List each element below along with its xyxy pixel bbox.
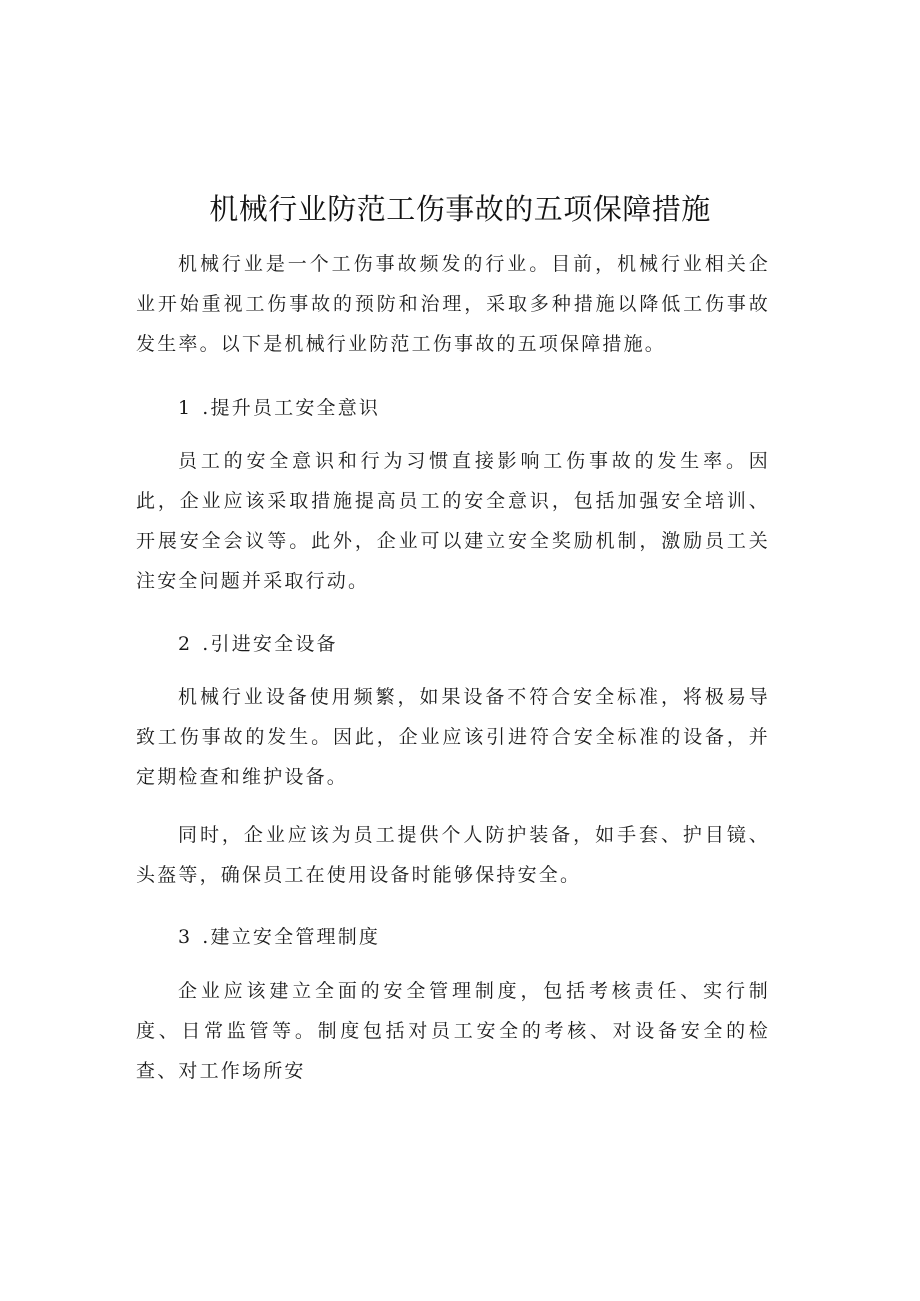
document-title: 机械行业防范工伤事故的五项保障措施 — [209, 192, 711, 226]
section-number: 1 — [178, 397, 193, 419]
section-heading-3 — [178, 922, 380, 952]
intro-paragraph: 机械行业是一个工伤事故频发的行业。目前，机械行业相关企业开始重视工伤事故的预防和治理，采取多种措施以降低工伤事故发生率。以下是机械行业防范工伤事故的五项保障措施。 — [136, 253, 770, 355]
section-3-paragraph-1: 企业应该建立全面的安全管理制度，包括考核责任、实行制度、日常监管等。制度包括对员工安全的考核、对设备安全的检查、对工作场所安 — [136, 980, 770, 1082]
section-number: 2 — [178, 633, 193, 655]
section-title: .引进安全设备 — [202, 633, 338, 655]
section-1-paragraph-1: 员工的安全意识和行为习惯直接影响工伤事故的发生率。因此，企业应该采取措施提高员工的安全意识，包括加强安全培训、开展安全会议等。此外，企业可以建立安全奖励机制，激励员工关注安全问题并采取行动。 — [136, 450, 770, 592]
section-title: .建立安全管理制度 — [202, 926, 381, 948]
section-2-paragraph-1: 机械行业设备使用频繁，如果设备不符合安全标准，将极易导致工伤事故的发生。因此，企业应该引进符合安全标准的设备，并定期检查和维护设备。 — [136, 686, 770, 788]
section-heading-2 — [178, 629, 338, 659]
section-heading-1 — [178, 393, 380, 423]
section-title: .提升员工安全意识 — [202, 397, 381, 419]
section-2-paragraph-2: 同时，企业应该为员工提供个人防护装备，如手套、护目镜、头盔等，确保员工在使用设备时能够保持安全。 — [136, 824, 770, 886]
section-number: 3 — [178, 926, 193, 948]
